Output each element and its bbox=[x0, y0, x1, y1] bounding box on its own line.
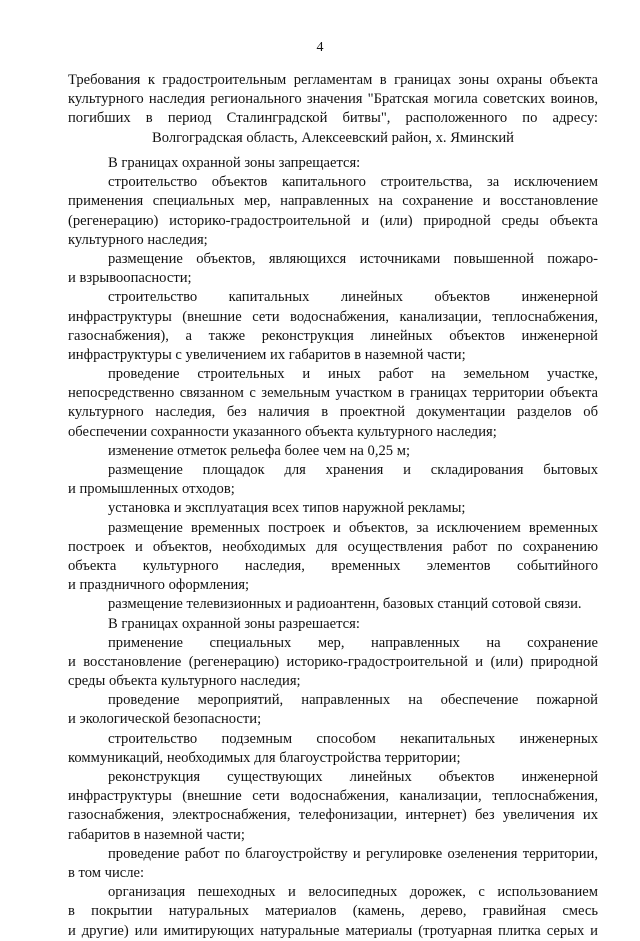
heading-line: Требования к градостроительным регламентам в границах зоны охраны объекта bbox=[68, 72, 598, 88]
body-text-line: В границах охранной зоны запрещается: bbox=[108, 155, 361, 171]
heading-line: погибших в период Сталинградской битвы", расположенного по адресу: bbox=[68, 110, 598, 127]
body-text-line: инфраструктуры (внешние сети водоснабжения, канализации, теплоснабжения, bbox=[68, 788, 598, 805]
heading-address-line: Волгоградская область, Алексеевский район, х. Яминский bbox=[152, 129, 514, 146]
body-text-line: применение специальных мер, направленных на сохранение bbox=[108, 634, 598, 651]
body-text-line: В границах охранной зоны разрешается: bbox=[108, 615, 360, 632]
body-text-line: реконструкция существующих линейных объектов инженерной bbox=[108, 769, 598, 785]
body-text-line: габаритов в наземной части; bbox=[68, 826, 245, 843]
body-text-line: размещение телевизионных и радиоантенн, базовых станций сотовой связи. bbox=[108, 596, 582, 613]
body-text-line: построек и объектов, необходимых для осуществления работ по сохранению bbox=[68, 538, 598, 555]
body-text-line: газоснабжения, электроснабжения, телефонизации, интернет) без увеличения их bbox=[68, 807, 598, 824]
body-text-line: организация пешеходных и велосипедных дорожек, с использованием bbox=[108, 884, 598, 901]
body-text-line: коммуникаций, необходимых для благоустройства территории; bbox=[68, 749, 461, 766]
body-text-line: и промышленных отходов; bbox=[68, 481, 235, 498]
body-text-line: строительство объектов капитального строительства, за исключением bbox=[108, 174, 598, 191]
body-text-line: проведение работ по благоустройству и регулировке озеленения территории, bbox=[108, 845, 598, 862]
body-text-line: проведение строительных и иных работ на земельном участке, bbox=[108, 366, 598, 383]
page-number: 4 bbox=[316, 40, 324, 55]
body-text-line: размещение временных построек и объектов, за исключением временных bbox=[108, 519, 598, 536]
body-text-line: строительство капитальных линейных объектов инженерной bbox=[108, 289, 598, 306]
body-text-line: размещение площадок для хранения и складирования бытовых bbox=[108, 462, 598, 478]
document-body bbox=[68, 154, 598, 941]
body-text-line: и другие) или имитирующих натуральные материалы (тротуарная плитка серых и bbox=[68, 922, 598, 939]
body-text-line: применения специальных мер, направленных на сохранение и восстановление bbox=[68, 193, 598, 210]
body-text-line: объекта культурного наследия, временных элементов событийного bbox=[68, 557, 598, 574]
body-text-line: и восстановление (регенерацию) историко-градостроительной и (или) природной bbox=[68, 653, 598, 670]
body-text-line: обеспечении сохранности указанного объекта культурного наследия; bbox=[68, 423, 497, 440]
body-text-line: инфраструктуры с увеличением их габаритов в наземной части; bbox=[68, 346, 466, 363]
heading-line: культурного наследия регионального значения "Братская могила советских воинов, bbox=[68, 91, 598, 108]
body-text-line: строительство подземным способом некапитальных инженерных bbox=[108, 730, 598, 747]
body-text-line: проведение мероприятий, направленных на обеспечение пожарной bbox=[108, 692, 598, 709]
body-text-line: культурного наследия; bbox=[68, 231, 208, 248]
body-text-line: изменение отметок рельефа более чем на 0,25 м; bbox=[108, 442, 411, 459]
body-text-line: культурного наследия, без наличия в проектной документации разделов об bbox=[68, 404, 598, 421]
body-text-line: в том числе: bbox=[68, 864, 145, 881]
body-text-line: среды объекта культурного наследия; bbox=[68, 673, 301, 690]
body-text-line: размещение объектов, являющихся источниками повышенной пожаро- bbox=[108, 250, 598, 267]
body-text-line: газоснабжения), а также реконструкция линейных объектов инженерной bbox=[68, 327, 598, 344]
body-text-line: и взрывоопасности; bbox=[68, 270, 192, 287]
body-text-line: установка и эксплуатация всех типов наружной рекламы; bbox=[108, 500, 466, 517]
body-text-line: (регенерацию) историко-градостроительной и (или) природной среды объекта bbox=[68, 212, 598, 229]
body-text-line: в покрытии натуральных материалов (камень, дерево, гравийная смесь bbox=[68, 903, 598, 920]
body-text-line: непосредственно связанном с земельным участком в границах территории объекта bbox=[68, 385, 598, 402]
body-text-line: и праздничного оформления; bbox=[68, 577, 250, 594]
body-text-line: и экологической безопасности; bbox=[68, 711, 262, 728]
document-heading bbox=[68, 71, 598, 148]
body-text-line: инфраструктуры (внешние сети водоснабжения, канализации, теплоснабжения, bbox=[68, 308, 598, 325]
